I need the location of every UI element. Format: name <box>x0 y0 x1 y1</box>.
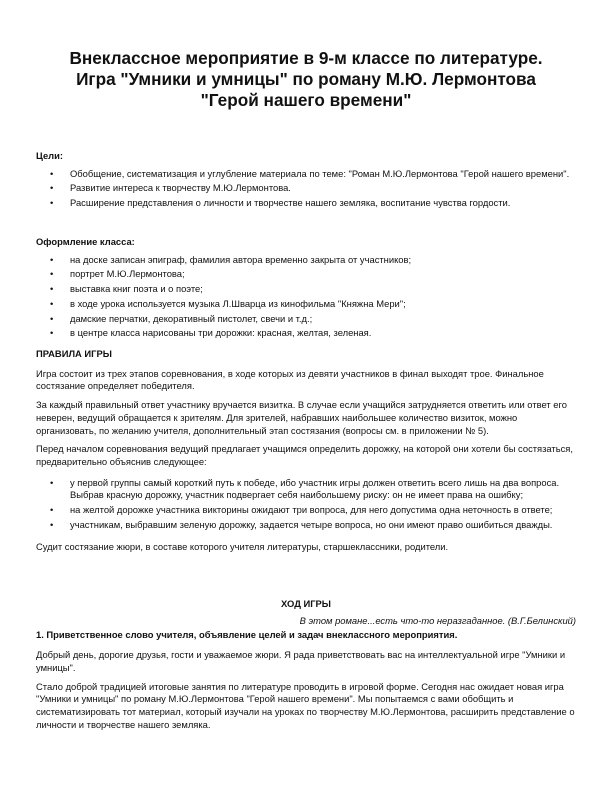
course-paragraph-1: Добрый день, дорогие друзья, гости и уважаемое жюри. Я рада приветствовать вас на интеллектуальной игре "Умники и умницы". <box>36 649 566 673</box>
rules-heading: ПРАВИЛА ИГРЫ <box>36 348 112 359</box>
list-item: • Расширение представления о личности и творчестве нашего земляка, воспитание чувства гордости. <box>50 197 511 209</box>
list-item: • выставка книг поэта и о поэте; <box>50 283 203 295</box>
rules-section <box>36 348 576 554</box>
decor-section <box>36 236 576 342</box>
page-title <box>36 48 576 111</box>
rules-paragraph-1: Игра состоит из трех этапов соревнования, в ходе которых из девяти участников в финал выходят трое. Финальное состязание определяет победителя. <box>36 367 544 392</box>
course-section <box>36 598 576 731</box>
list-item: • в центре класса нарисованы три дорожки: красная, желтая, зеленая. <box>50 327 372 339</box>
rules-list <box>36 477 576 532</box>
title-line-1: Внеклассное мероприятие в 9-м классе по литературе. <box>69 48 543 68</box>
list-item: • в ходе урока используется музыка Л.Шварца из кинофильма "Княжна Мери"; <box>50 297 406 309</box>
rules-paragraph-3: Перед началом соревнования ведущий предлагает учащимся определить дорожку, на которой они хотели бы состязаться, предварительно объяснив следующее: <box>36 443 573 467</box>
list-item: • портрет М.Ю.Лермонтова; <box>50 268 185 280</box>
rules-paragraph-2: За каждый правильный ответ участнику вручается визитка. В случае если учащийся затрудняется ответить или ответ его неверен, ведущий обращается к зрителям. Для зрителей, набравших наибольшее количество визиток, можно организовать, по желанию учителя, дополнительный этап состязания (вопросы см. в приложении № 5). <box>36 399 567 436</box>
rules-paragraph-4: Судит состязание жюри, в составе которого учителя литературы, старшеклассники, родители. <box>36 541 449 553</box>
goals-list <box>36 168 576 210</box>
epigraph: В этом романе...есть что-то неразгаданное. (В.Г.Белинский) <box>299 614 576 626</box>
list-item: • у первой группы самый короткий путь к победе, ибо участник игры должен ответить всего лишь на два вопроса. Выбрав красную дорожку, участник подвергает себя наибольшему риску: он не имеет права на ошибку; <box>50 476 560 501</box>
course-heading: ХОД ИГРЫ <box>281 598 331 609</box>
list-item: • Развитие интереса к творчеству М.Ю.Лермонтова. <box>50 182 291 194</box>
section-1-heading: 1. Приветственное слово учителя, объявление целей и задач внеклассного мероприятия. <box>36 629 458 641</box>
goals-heading: Цели: <box>36 150 64 161</box>
list-item: • участникам, выбравшим зеленую дорожку, задается четыре вопроса, но они имеют право ошибиться дважды. <box>50 518 553 530</box>
list-item: • на доске записан эпиграф, фамилия автора временно закрыта от участников; <box>50 253 412 265</box>
title-line-3: "Герой нашего времени" <box>200 90 412 110</box>
course-paragraph-2: Стало доброй традицией итоговые занятия по литературе проводить в игровой форме. Сегодня нас ожидает новая игра "Умники и умницы" по роману М.Ю.Лермонтова "Герой нашего времени". Мы попытаемся с вами обобщить и систематизировать тот материал, который изучали на уроках по творчеству М.Ю.Лермонтова, расширить представление о личности и творчестве нашего земляка. <box>36 680 575 730</box>
title-line-2: Игра "Умники и умницы" по роману М.Ю. Лермонтова <box>76 69 536 89</box>
goals-section <box>36 150 576 212</box>
list-item: • Обобщение, систематизация и углубление материала по теме: "Роман М.Ю.Лермонтова "Герой нашего времени". <box>50 167 570 179</box>
list-item: • дамские перчатки, декоративный пистолет, свечи и т.д.; <box>50 312 313 324</box>
list-item: • на желтой дорожке участника викторины ожидают три вопроса, для него допустима одна неточность в ответе; <box>50 504 553 516</box>
decor-list <box>36 254 576 340</box>
decor-heading: Оформление класса: <box>36 236 135 247</box>
